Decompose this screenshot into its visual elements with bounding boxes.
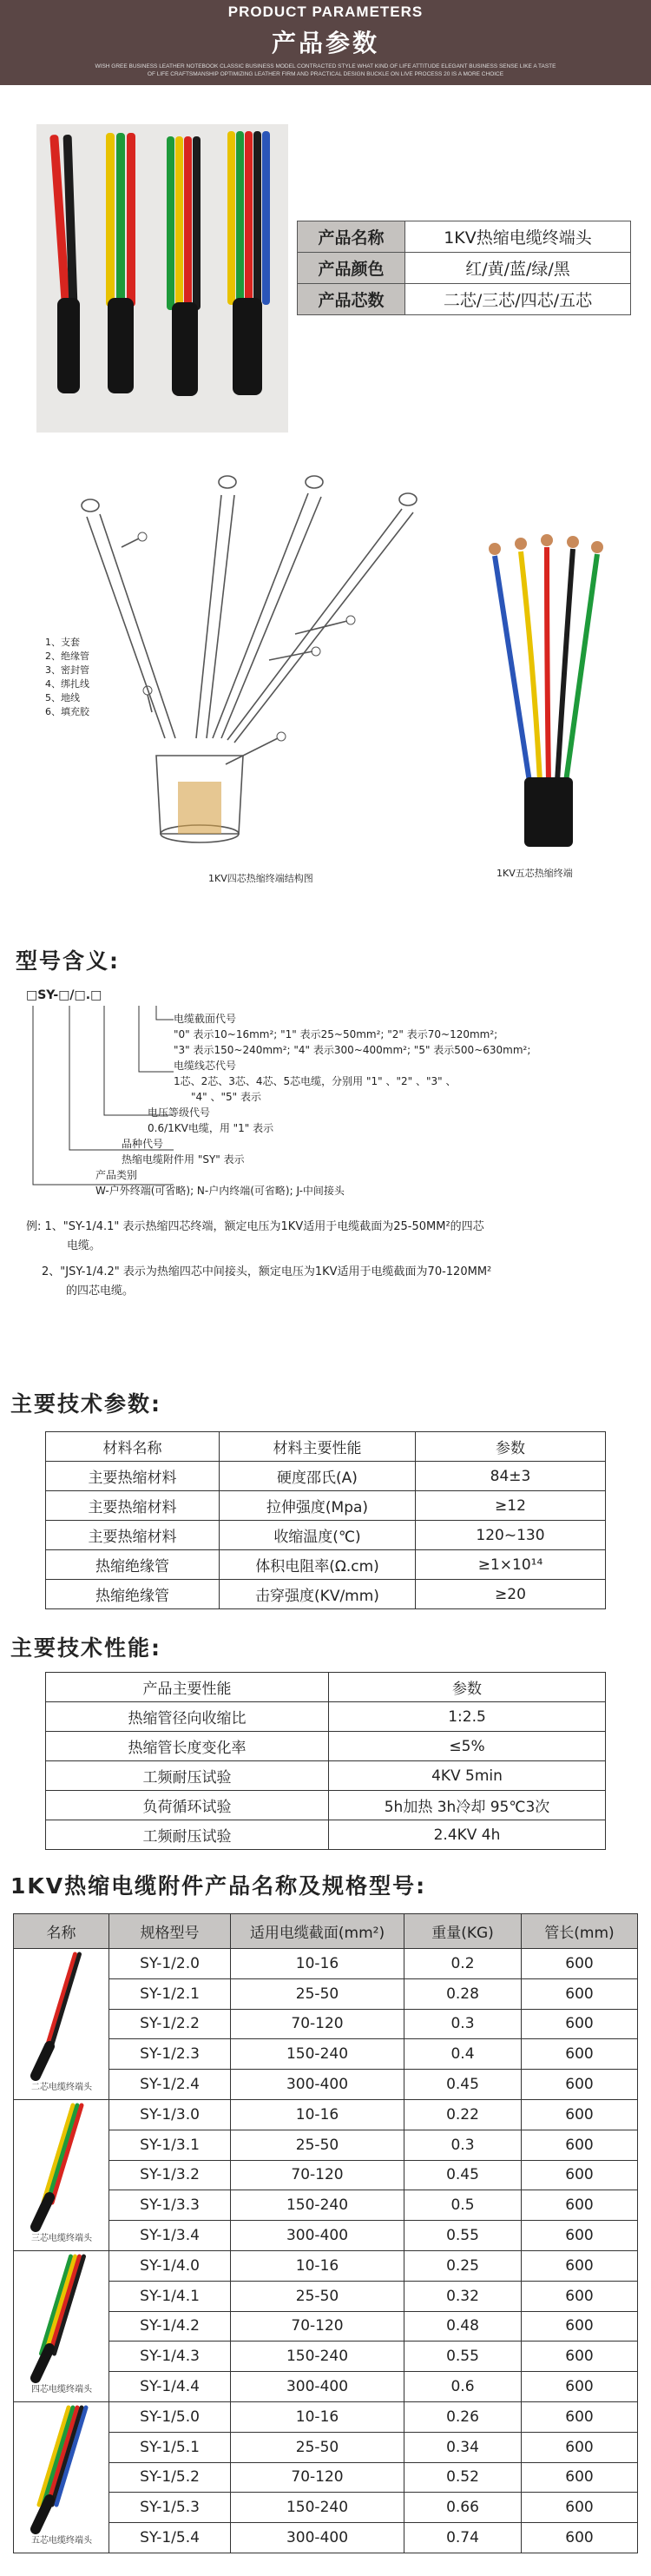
table-header-cell: 参数 xyxy=(416,1432,606,1462)
table-cell: 0.28 xyxy=(404,1978,522,2009)
table-cell: 150-240 xyxy=(231,2190,404,2221)
spec-table xyxy=(13,1913,638,2553)
table-cell: 0.48 xyxy=(404,2311,522,2342)
table-cell: ≥12 xyxy=(416,1491,606,1521)
model-example-1 xyxy=(26,1218,484,1256)
table-cell: SY-1/3.4 xyxy=(109,2221,231,2251)
table-cell: 热缩绝缘管 xyxy=(46,1580,220,1609)
table-cell: SY-1/5.4 xyxy=(109,2523,231,2553)
product-info-value: 二芯/三芯/四芯/五芯 xyxy=(405,284,631,315)
table-row xyxy=(14,2251,638,2282)
table-row xyxy=(46,1580,606,1609)
table-cell: 热缩管长度变化率 xyxy=(46,1732,329,1761)
table-header-cell: 管长(mm) xyxy=(522,1914,638,1949)
table-row xyxy=(46,1521,606,1550)
product-info-table xyxy=(297,221,631,315)
table-cell: 600 xyxy=(522,2009,638,2039)
model-item-line: "4" 、"5" 表示 xyxy=(191,1091,261,1103)
product-info-key: 产品名称 xyxy=(298,221,405,253)
table-cell: 1:2.5 xyxy=(329,1702,606,1732)
model-item-line: 0.6/1KV电缆，用 "1" 表示 xyxy=(148,1122,274,1134)
table-row xyxy=(14,2100,638,2130)
table-row xyxy=(14,1949,638,1979)
example-line: 例: 1、"SY-1/4.1" 表示热缩四芯终端，额定电压为1KV适用于电缆截面为25-50MM²的四芯 xyxy=(26,1220,484,1233)
table-cell: 热缩管径向收缩比 xyxy=(46,1702,329,1732)
legend-item: 5、地线 xyxy=(45,692,80,703)
table-cell: 300-400 xyxy=(231,2523,404,2553)
table-cell: 70-120 xyxy=(231,2009,404,2039)
table-cell: 600 xyxy=(522,2493,638,2523)
table-cell: 70-120 xyxy=(231,2160,404,2190)
cable-group-cell xyxy=(14,1949,109,2100)
tech-perf-title: 主要技术性能: xyxy=(10,1635,161,1661)
table-cell: 600 xyxy=(522,2070,638,2100)
table-cell: 600 xyxy=(522,2251,638,2282)
table-cell: 25-50 xyxy=(231,2281,404,2311)
table-row xyxy=(46,1761,606,1791)
example-line: 2、"JSY-1/4.2" 表示为热缩四芯中间接头，额定电压为1KV适用于电缆截面为70-120MM² xyxy=(42,1265,492,1278)
table-cell: SY-1/4.2 xyxy=(109,2311,231,2342)
table-header-cell: 重量(KG) xyxy=(404,1914,522,1949)
table-cell: 0.55 xyxy=(404,2221,522,2251)
model-item-line: 热缩电缆附件用 "SY" 表示 xyxy=(122,1153,245,1166)
table-cell: 0.2 xyxy=(404,1949,522,1979)
table-cell: 600 xyxy=(522,2462,638,2493)
table-cell: 拉伸强度(Mpa) xyxy=(220,1491,416,1521)
table-cell: 工频耐压试验 xyxy=(46,1820,329,1850)
product-info-row xyxy=(298,221,631,253)
table-row xyxy=(46,1732,606,1761)
table-cell: 300-400 xyxy=(231,2372,404,2402)
table-cell: 负荷循环试验 xyxy=(46,1791,329,1820)
model-item-line: 产品类别 xyxy=(95,1169,138,1181)
table-cell: 0.74 xyxy=(404,2523,522,2553)
table-cell: 0.3 xyxy=(404,2009,522,2039)
table-cell: SY-1/4.0 xyxy=(109,2251,231,2282)
table-cell: SY-1/5.3 xyxy=(109,2493,231,2523)
table-cell: 150-240 xyxy=(231,2039,404,2070)
header-tagline-1: WISH GREE BUSINESS LEATHER NOTEBOOK CLASSIC BUSINESS MODEL CONTRACTED STYLE WHAT KIND OF LIFE ATTITUDE ELEGANT BUSINESS SENSE LIKE A TASTE xyxy=(95,63,556,69)
table-cell: SY-1/3.2 xyxy=(109,2160,231,2190)
cable-two-core-icon xyxy=(49,135,80,393)
table-cell: 600 xyxy=(522,2432,638,2462)
table-header-cell: 材料名称 xyxy=(46,1432,220,1462)
table-cell: 0.5 xyxy=(404,2190,522,2221)
table-cell: 84±3 xyxy=(416,1462,606,1491)
model-item-line: 品种代号 xyxy=(122,1138,164,1150)
model-meaning-title: 型号含义: xyxy=(16,948,120,974)
cable-three-core-icon xyxy=(106,133,135,393)
table-row xyxy=(46,1491,606,1521)
table-cell: SY-1/2.1 xyxy=(109,1978,231,2009)
table-header-cell: 规格型号 xyxy=(109,1914,231,1949)
table-cell: 600 xyxy=(522,2281,638,2311)
cable-group-cell xyxy=(14,2100,109,2251)
product-photo xyxy=(36,124,288,433)
header-tagline-2: OF LIFE CRAFTSMANSHIP OPTIMIZING LEATHER FIRM AND PRACTICAL DESIGN BUCKLE ON LIVE PROCESS 20 IS A MORE CHOICE xyxy=(147,71,504,77)
model-item-line: 电压等级代号 xyxy=(148,1106,211,1119)
table-row xyxy=(46,1462,606,1491)
model-item-line: 1芯、2芯、3芯、4芯、5芯电缆，分别用 "1" 、"2" 、"3" 、 xyxy=(174,1075,457,1087)
product-info-value: 红/黄/蓝/绿/黑 xyxy=(405,253,631,284)
table-cell: SY-1/2.3 xyxy=(109,2039,231,2070)
table-cell: 25-50 xyxy=(231,2130,404,2160)
table-cell: SY-1/3.3 xyxy=(109,2190,231,2221)
table-cell: 300-400 xyxy=(231,2070,404,2100)
table-cell: 120~130 xyxy=(416,1521,606,1550)
table-cell: SY-1/4.3 xyxy=(109,2342,231,2372)
table-cell: 150-240 xyxy=(231,2342,404,2372)
table-cell: 600 xyxy=(522,2160,638,2190)
table-cell: 70-120 xyxy=(231,2311,404,2342)
table-cell: 主要热缩材料 xyxy=(46,1462,220,1491)
table-row xyxy=(46,1791,606,1820)
table-cell: 600 xyxy=(522,2311,638,2342)
table-cell: 0.55 xyxy=(404,2342,522,2372)
product-info-row xyxy=(298,284,631,315)
table-cell: 70-120 xyxy=(231,2462,404,2493)
table-header-cell: 名称 xyxy=(14,1914,109,1949)
table-cell: 25-50 xyxy=(231,2432,404,2462)
header-tagline xyxy=(52,63,599,78)
table-header-row xyxy=(46,1432,606,1462)
cable-group-label: 二芯电缆终端头 xyxy=(30,2083,92,2092)
model-item-line: "3" 表示150~240mm²; "4" 表示300~400mm²; "5" 表示500~630mm²; xyxy=(174,1044,531,1056)
table-cell: 0.32 xyxy=(404,2281,522,2311)
table-cell: 2.4KV 4h xyxy=(329,1820,606,1850)
table-row xyxy=(46,1702,606,1732)
table-cell: 体积电阻率(Ω.cm) xyxy=(220,1550,416,1580)
legend-item: 4、绑扎线 xyxy=(45,678,89,690)
table-cell: SY-1/5.0 xyxy=(109,2402,231,2433)
table-cell: 硬度邵氏(A) xyxy=(220,1462,416,1491)
table-cell: 0.52 xyxy=(404,2462,522,2493)
cable-group-label: 三芯电缆终端头 xyxy=(30,2234,92,2243)
table-cell: 10-16 xyxy=(231,1949,404,1979)
cable-thumbnail-icon xyxy=(15,1949,108,2095)
table-header-row xyxy=(46,1673,606,1702)
table-cell: SY-1/4.1 xyxy=(109,2281,231,2311)
example-line: 的四芯电缆。 xyxy=(66,1285,135,1298)
table-cell: 600 xyxy=(522,2372,638,2402)
table-cell: 300-400 xyxy=(231,2221,404,2251)
table-header-cell: 适用电缆截面(mm²) xyxy=(231,1914,404,1949)
header-title-cn: 产品参数 xyxy=(271,29,379,57)
structure-diagram xyxy=(26,452,625,921)
spec-title: 1KV热缩电缆附件产品名称及规格型号: xyxy=(10,1873,427,1899)
example-line: 电缆。 xyxy=(67,1239,102,1252)
table-cell: 0.4 xyxy=(404,2039,522,2070)
table-cell: 0.25 xyxy=(404,2251,522,2282)
table-cell: ≥1×10¹⁴ xyxy=(416,1550,606,1580)
header-title-en: PRODUCT PARAMETERS xyxy=(227,3,424,20)
table-cell: 10-16 xyxy=(231,2251,404,2282)
tech-params-title: 主要技术参数: xyxy=(10,1391,161,1417)
table-cell: 0.6 xyxy=(404,2372,522,2402)
table-cell: 150-240 xyxy=(231,2493,404,2523)
model-item-line: 电缆截面代号 xyxy=(174,1013,237,1025)
table-header-cell: 材料主要性能 xyxy=(220,1432,416,1462)
table-cell: 600 xyxy=(522,2221,638,2251)
diagram-caption-right: 1KV五芯热缩终端 xyxy=(496,868,573,879)
cable-group-label: 五芯电缆终端头 xyxy=(30,2536,92,2546)
table-cell: 600 xyxy=(522,2190,638,2221)
table-cell: SY-1/2.0 xyxy=(109,1949,231,1979)
table-cell: SY-1/2.2 xyxy=(109,2009,231,2039)
table-cell: 10-16 xyxy=(231,2100,404,2130)
table-cell: 0.22 xyxy=(404,2100,522,2130)
table-row xyxy=(46,1550,606,1580)
model-item-line: 电缆线芯代号 xyxy=(174,1060,237,1072)
legend-item: 6、填充胶 xyxy=(45,706,89,717)
table-cell: 600 xyxy=(522,2523,638,2553)
table-cell: 0.66 xyxy=(404,2493,522,2523)
cable-group-cell xyxy=(14,2402,109,2553)
table-cell: 0.34 xyxy=(404,2432,522,2462)
table-header-row xyxy=(14,1914,638,1949)
table-row xyxy=(14,2402,638,2433)
table-cell: SY-1/5.1 xyxy=(109,2432,231,2462)
table-cell: 4KV 5min xyxy=(329,1761,606,1791)
table-cell: 击穿强度(KV/mm) xyxy=(220,1580,416,1609)
table-cell: 600 xyxy=(522,2130,638,2160)
model-example-2 xyxy=(42,1263,491,1301)
table-cell: 600 xyxy=(522,2039,638,2070)
diagram-legend xyxy=(45,636,89,719)
product-info-row xyxy=(298,253,631,284)
product-info-key: 产品颜色 xyxy=(298,253,405,284)
table-cell: 0.45 xyxy=(404,2160,522,2190)
cable-group-label: 四芯电缆终端头 xyxy=(30,2385,92,2394)
table-cell: 主要热缩材料 xyxy=(46,1491,220,1521)
table-cell: 工频耐压试验 xyxy=(46,1761,329,1791)
table-cell: 收缩温度(℃) xyxy=(220,1521,416,1550)
legend-item: 3、密封管 xyxy=(45,664,89,676)
product-info-key: 产品芯数 xyxy=(298,284,405,315)
model-item-line: W-户外终端(可省略); N-户内终端(可省略); J-中间接头 xyxy=(95,1185,345,1197)
table-cell: SY-1/4.4 xyxy=(109,2372,231,2402)
table-cell: 600 xyxy=(522,2342,638,2372)
four-core-structure-drawing xyxy=(26,452,625,921)
cable-thumbnail-icon xyxy=(15,2251,108,2397)
product-info-value: 1KV热缩电缆终端头 xyxy=(405,221,631,253)
table-header-cell: 产品主要性能 xyxy=(46,1673,329,1702)
table-cell: 5h加热 3h冷却 95℃3次 xyxy=(329,1791,606,1820)
table-cell: 10-16 xyxy=(231,2402,404,2433)
table-cell: SY-1/5.2 xyxy=(109,2462,231,2493)
table-cell: SY-1/3.1 xyxy=(109,2130,231,2160)
table-cell: ≤5% xyxy=(329,1732,606,1761)
tech-perf-table xyxy=(45,1672,606,1850)
page-header xyxy=(0,0,651,85)
table-cell: SY-1/3.0 xyxy=(109,2100,231,2130)
table-cell: 25-50 xyxy=(231,1978,404,2009)
table-row xyxy=(46,1820,606,1850)
legend-item: 2、绝缘管 xyxy=(45,651,89,662)
cable-thumbnail-icon xyxy=(15,2402,108,2548)
legend-item: 1、支套 xyxy=(45,637,80,648)
table-cell: 0.3 xyxy=(404,2130,522,2160)
cable-five-core-icon xyxy=(227,131,270,395)
table-cell: 热缩绝缘管 xyxy=(46,1550,220,1580)
table-cell: ≥20 xyxy=(416,1580,606,1609)
tech-params-table xyxy=(45,1431,606,1609)
cable-thumbnail-icon xyxy=(15,2100,108,2246)
cable-group-cell xyxy=(14,2251,109,2402)
table-cell: 0.26 xyxy=(404,2402,522,2433)
table-cell: 0.45 xyxy=(404,2070,522,2100)
table-cell: 600 xyxy=(522,2100,638,2130)
five-core-photo-icon xyxy=(489,534,603,847)
table-cell: 主要热缩材料 xyxy=(46,1521,220,1550)
diagram-caption-left: 1KV四芯热缩终端结构图 xyxy=(208,873,313,884)
table-header-cell: 参数 xyxy=(329,1673,606,1702)
model-item-line: "0" 表示10~16mm²; "1" 表示25~50mm²; "2" 表示70~120mm²; xyxy=(174,1028,498,1040)
table-cell: 600 xyxy=(522,1978,638,2009)
model-meaning-items xyxy=(95,1011,531,1199)
model-code: □SY-□/□.□ xyxy=(26,988,102,1002)
table-cell: 600 xyxy=(522,1949,638,1979)
table-cell: 600 xyxy=(522,2402,638,2433)
table-cell: SY-1/2.4 xyxy=(109,2070,231,2100)
cable-four-core-icon xyxy=(167,136,201,396)
